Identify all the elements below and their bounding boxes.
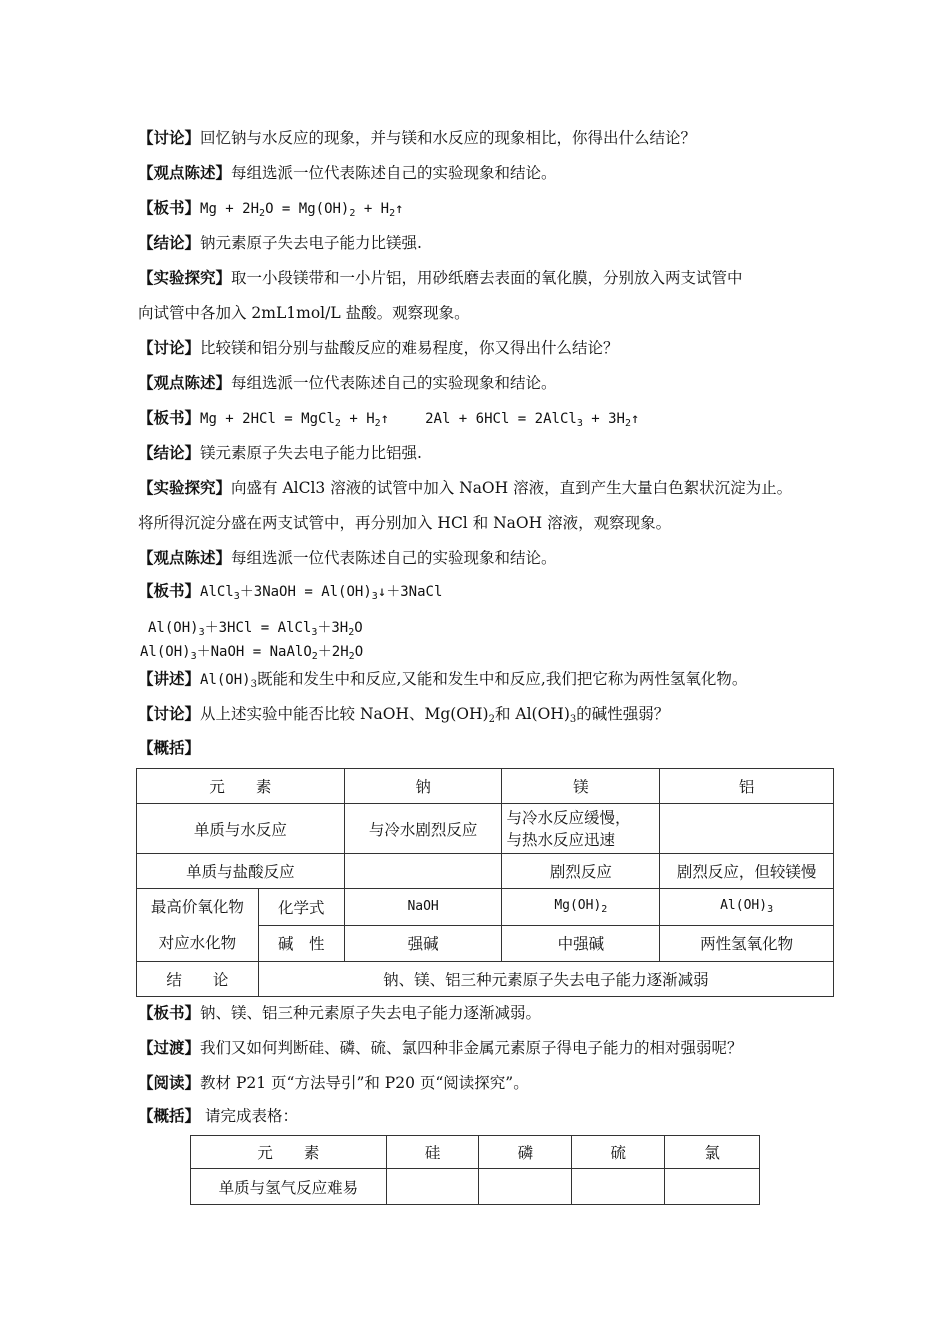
summary-heading-1: 【概括】 xyxy=(138,739,201,757)
board-summary: 【板书】钠、镁、铝三种元素原子失去电子能力逐渐减弱。 xyxy=(138,1004,542,1022)
narration-1: 【讲述】$Al(OH)_3$既能和发生中和反应,又能和发生中和反应,我们把它称为两性氢氧化物。 xyxy=(138,670,748,690)
experiment-1: 【实验探究】取一小段镁带和一小片铝，用砂纸磨去表面的氧化膜，分别放入两支试管中 xyxy=(138,269,743,287)
conclusion-1: 【结论】钠元素原子失去电子能力比镁强. xyxy=(138,234,422,252)
table-row: 元 素 硅 磷 硫 氯 xyxy=(191,1136,760,1169)
transition: 【过渡】我们又如何判断硅、磷、硫、氯四种非金属元素原子得电子能力的相对强弱呢？ xyxy=(138,1039,743,1057)
viewpoint-1: 【观点陈述】每组选派一位代表陈述自己的实验现象和结论。 xyxy=(138,164,557,182)
fill-cell-s[interactable] xyxy=(572,1169,665,1205)
board-equation-1: 【板书】$Mg + 2H_2O = Mg(OH)_2$ + $H_2↑$ xyxy=(138,199,404,219)
metal-comparison-table xyxy=(136,768,834,997)
equation: AlCl$_3$＋3NaOH = $Al(OH)_3↓+3NaCl$ xyxy=(200,584,443,602)
experiment-2-cont: 将所得沉淀分盛在两支试管中，再分别加入 HCl 和 NaOH 溶液，观察现象。 xyxy=(138,514,672,532)
equation: Mg + 2HCl = MgCl$_2$ + $H_2↑$ 2Al + 6HCl = 2AlCl$_3$ + $3H_2↑$ xyxy=(200,411,640,429)
table-row: 元 素 钠 镁 铝 xyxy=(137,769,834,804)
experiment-1-cont: 向试管中各加入 2mL1mol/L 盐酸。观察现象。 xyxy=(138,304,470,322)
table-row: 碱 性 强碱 中强碱 两性氢氧化物 xyxy=(137,925,834,962)
table-row: 单质与氢气反应难易 xyxy=(191,1169,760,1205)
table-row: 结 论 钠、镁、铝三种元素原子失去电子能力逐渐减弱 xyxy=(137,962,834,997)
table-row: 最高价氧化物 对应水化物 化学式 NaOH $Mg(OH)_2$ $Al(OH)_3$ xyxy=(137,889,834,926)
viewpoint-3: 【观点陈述】每组选派一位代表陈述自己的实验现象和结论。 xyxy=(138,549,557,567)
discussion-1: 【讨论】回忆钠与水反应的现象，并与镁和水反应的现象相比，你得出什么结论？ xyxy=(138,129,697,147)
board-equation-2: 【板书】Mg + 2HCl = MgCl$_2$ + $H_2↑$ 2Al + 6HCl = 2AlCl$_3$ + $3H_2↑$ xyxy=(138,409,640,429)
equation: $Mg + 2H_2O = Mg(OH)_2$ + $H_2↑$ xyxy=(200,201,404,219)
summary-heading-2: 【概括】 请完成表格： xyxy=(138,1107,298,1125)
table-row: 单质与水反应 与冷水剧烈反应 与冷水反应缓慢， 与热水反应迅速 xyxy=(137,804,834,854)
fill-cell-p[interactable] xyxy=(479,1169,572,1205)
experiment-2: 【实验探究】向盛有 AlCl3 溶液的试管中加入 NaOH 溶液，直到产生大量白色絮状沉淀为止。 xyxy=(138,479,793,497)
table-row: 单质与盐酸反应 剧烈反应 剧烈反应，但较镁慢 xyxy=(137,854,834,889)
fill-cell-si[interactable] xyxy=(386,1169,479,1205)
fill-cell-cl[interactable] xyxy=(665,1169,760,1205)
discussion-2: 【讨论】比较镁和铝分别与盐酸反应的难易程度，你又得出什么结论？ xyxy=(138,339,619,357)
equation-4: $Al(OH)_3+3HCl$ = $AlCl_3+3H_2O$ xyxy=(148,620,363,638)
board-equation-3: 【板书】AlCl$_3$＋3NaOH = $Al(OH)_3↓+3NaCl$ xyxy=(138,582,443,602)
reading: 【阅读】教材 P21 页“方法导引”和 P20 页“阅读探究”。 xyxy=(138,1074,529,1092)
viewpoint-2: 【观点陈述】每组选派一位代表陈述自己的实验现象和结论。 xyxy=(138,374,557,392)
equation-5: $Al(OH)_3+NaOH$ = $NaAlO_2+2H_2O$ xyxy=(140,644,364,662)
conclusion-2: 【结论】镁元素原子失去电子能力比铝强. xyxy=(138,444,422,462)
discussion-3: 【讨论】从上述实验中能否比较 NaOH、$Mg(OH)_2$和 $Al(OH)_3$的碱性强弱？ xyxy=(138,705,670,725)
nonmetal-table xyxy=(190,1135,760,1205)
